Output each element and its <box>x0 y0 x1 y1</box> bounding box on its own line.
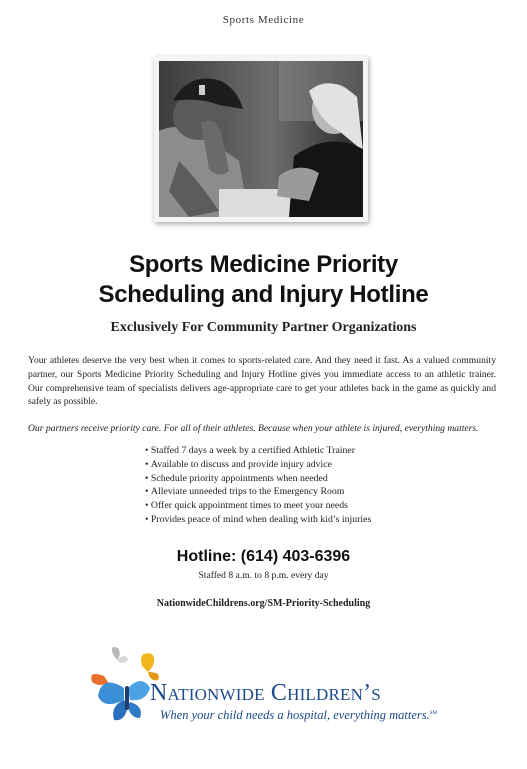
list-item: • Staffed 7 days a week by a certified Athletic Trainer <box>145 444 371 458</box>
list-item: • Provides peace of mind when dealing with kid’s injuries <box>145 513 371 527</box>
service-mark: SM <box>429 710 437 716</box>
list-item: • Schedule priority appointments when needed <box>145 472 371 486</box>
title-line-2: Scheduling and Injury Hotline <box>98 281 429 308</box>
website-link[interactable]: NationwideChildrens.org/SM-Priority-Scheduling <box>156 598 371 609</box>
section-header: Sports Medicine <box>222 14 305 26</box>
photo-frame <box>154 56 368 222</box>
hotline-number[interactable]: Hotline: (614) 403-6396 <box>176 548 351 565</box>
tagline: Our partners receive priority care. For all of their athletes. Because when your athlete is injured, everything matters. <box>28 423 479 434</box>
athlete-photo-icon <box>159 61 363 217</box>
benefit-list <box>145 444 371 527</box>
list-item: • Alleviate unneeded trips to the Emergency Room <box>145 485 371 499</box>
logo-wordmark: Nationwide Children’s <box>150 680 381 706</box>
intro-paragraph: Your athletes deserve the very best when it comes to sports-related care. And they need it fast. As a valued community partner, our Sports Medicine Priority Scheduling and Injury Hotline gives you immediate access to an athletic trainer. Our comprehensive team of specialists delivers age-appropriate care to get your athletes back in the game as quickly and safely as possible. <box>28 355 496 408</box>
page-title <box>0 250 527 310</box>
title-line-1: Sports Medicine Priority <box>129 251 398 278</box>
list-item: • Available to discuss and provide injury advice <box>145 458 371 472</box>
logo-tagline <box>160 708 437 723</box>
logo-tagline-text: When your child needs a hospital, everything matters. <box>160 708 430 722</box>
list-item: • Offer quick appointment times to meet your needs <box>145 499 371 513</box>
hotline-hours: Staffed 8 a.m. to 8 p.m. every day <box>198 570 329 581</box>
subtitle: Exclusively For Community Partner Organizations <box>110 320 417 335</box>
